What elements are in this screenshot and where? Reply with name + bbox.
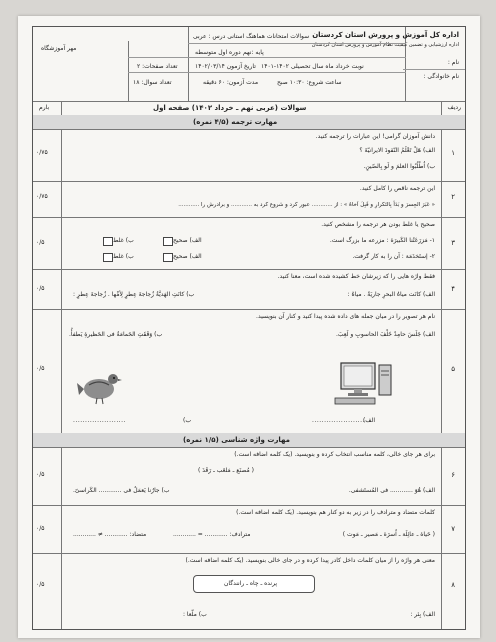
option-wrong-2: ب) غلط [113, 253, 134, 260]
section-vocabulary [33, 433, 465, 448]
question-line-a: ۱- مَزرَعَتُنا الکَبیرَة : مزرعه ما بزرگ است. [329, 237, 435, 244]
question-8 [33, 553, 465, 629]
checkbox-right-2[interactable] [163, 253, 173, 262]
question-line-b: ب) وَقَفَتِ الحَمامَةُ فی الحَظیرةِ یَطفأُ. [69, 331, 163, 338]
question-score: ۰/۵ [36, 581, 45, 588]
question-number: ۸ [451, 581, 455, 589]
question-line-b: ب) اُطْلُبُوا العلمَ و لَو بِالصّینِ. [363, 163, 435, 170]
header [33, 27, 465, 102]
header-questions-count: تعداد سوال: ۱۸ [133, 79, 172, 86]
checkbox-wrong-2[interactable] [103, 253, 113, 262]
header-exam-title: سوالات امتحانات هماهنگ استانی درس : عربی [193, 33, 310, 40]
question-7 [33, 505, 465, 554]
header-school-stamp-label: مهر آموزشگاه [41, 45, 77, 52]
answer-b-label: ب) [183, 417, 191, 424]
question-score: ۰/۵ [36, 239, 45, 246]
question-number: ۶ [451, 471, 455, 479]
section-translation [33, 115, 465, 130]
header-pages: تعداد صفحات: ۲ [137, 63, 178, 70]
option-right-2: الف) صحیح [173, 253, 202, 260]
question-number: ۱ [451, 149, 455, 157]
score-label: بارم [39, 104, 50, 111]
header-exam-type: نوبت خرداد ماه سال تحصیلی ۱۴۰۲-۱۴۰۱ [261, 63, 364, 70]
question-score: ۰/۵ [36, 365, 45, 372]
question-3 [33, 217, 465, 270]
question-text: این ترجمه ناقص را کامل کنید. [359, 185, 435, 192]
question-line-b: متضاد: ............ ≠ ............ [73, 531, 147, 538]
question-score: ۰/۵ [36, 471, 45, 478]
pigeon-image [75, 367, 123, 407]
header-date: تاریخ آزمون ۱۴۰۲/۰۳/۱۴ [195, 63, 256, 70]
question-line-b: ب) ملّعا : [183, 611, 207, 618]
question-number: ۲ [451, 193, 455, 201]
checkbox-right-1[interactable] [163, 237, 173, 246]
option-wrong-1: ب) غلط [113, 237, 134, 244]
question-line-a: الف) هُوَ ............ فی المُستَشفی. [348, 487, 435, 494]
question-options: ( حَیاة ـ عائِلَة ـ اُسرَة ـ مَصیر ـ مَوت ) [342, 531, 435, 538]
row-label: ردیف [447, 104, 461, 111]
question-line-a: « عَبَرَ الجِسرَ و بَدَأ بِالتَکرارِ و قَبِلَ اَخاهُ » : از ............ عبور کرد و شروع کرد به ............ و برادرش را ............ [178, 202, 435, 208]
question-2 [33, 181, 465, 218]
question-score: ۰/۷۵ [36, 193, 48, 200]
question-number: ۳ [451, 239, 455, 247]
question-line-a: مترادف: ............ = ............ [173, 531, 251, 538]
word-box-text: پرنده ـ چاه ـ رانندگان [224, 580, 278, 587]
question-1 [33, 129, 465, 182]
answer-b-blank: ...................... [73, 417, 126, 424]
exam-paper [18, 16, 480, 638]
question-number: ۷ [451, 525, 455, 533]
question-line-a: الف) جَلَسَ حامِدٌ خَلْفَ الحاسوبِ و لَعِبَ. [335, 331, 435, 338]
question-line-a: الف) بِئر : [410, 611, 435, 618]
section-title: مهارت واژه شناسی (۱/۵ نمره) [183, 436, 290, 444]
question-line-a: الف) هَلْ تَعْلَمُ النّقودَ الایرانیّةَ ؟ [359, 147, 435, 154]
header-name-label: نام : [447, 59, 459, 66]
question-text: نام هر تصویر را در میان جمله های داده شده پیدا کنید و کنار آن بنویسید. [256, 313, 435, 320]
header-grade: پایه :نهم [243, 49, 264, 56]
question-score: ۰/۵ [36, 285, 45, 292]
header-duration: مدت آزمون: ۶۰ دقیقه [203, 79, 259, 86]
question-text: کلمات متضاد و مترادف را در زیر به دو کنار هم بنویسید. (یک کلمه اضافه است.) [236, 509, 435, 516]
question-5 [33, 309, 465, 434]
option-right-1: الف) صحیح [173, 237, 202, 244]
question-text: معنی هر واژه را از میان کلمات داخل کادر پیدا کرده و در جای خالی بنویسید. (یک کلمه اضافه است.) [185, 557, 435, 564]
question-line-a: الف) کانَت میاهُ البحرِ جاریَةً . میاهُ : [347, 291, 435, 298]
answer-a-label: الف) [362, 417, 375, 424]
word-box [193, 575, 315, 593]
header-family-label: نام خانوادگی : [423, 73, 459, 80]
exam-sheet [32, 26, 466, 630]
question-line-b: ب) کانَتِ الهَدیَّةُ زُجاجةَ عِطرٍ لِأمِّها . زُجاجةَ عِطرٍ : [73, 291, 195, 298]
question-text: برای هر جای خالی، کلمه مناسب انتخاب کرده و بنویسید. (یک کلمه اضافه است.) [234, 451, 435, 458]
question-4 [33, 269, 465, 310]
question-line-b: ب) جارُنا یَعمَلُ فی ............ الکَراسیّ. [73, 487, 170, 494]
question-6 [33, 447, 465, 506]
checkbox-wrong-1[interactable] [103, 237, 113, 246]
question-number: ۵ [451, 365, 455, 373]
question-options: ( مُصنَع ـ مَلعَب ـ رَقَدَ ) [198, 467, 254, 474]
table-header [33, 101, 465, 116]
header-start-time: ساعت شروع: ۱۰:۳۰ صبح [277, 79, 342, 86]
page-title: سوالات (عربی نهم ـ خرداد ۱۴۰۲) صفحه اول [153, 104, 307, 112]
question-text: دانش آموزان گرامی! این عبارات را ترجمه کنید. [315, 133, 435, 140]
question-text: فقط واژه هایی را که زیرشان خط کشیده شده است، معنا کنید. [277, 273, 435, 280]
header-period: دوره اول متوسطه [195, 49, 241, 56]
header-dept: اداره ارزشیابی و تضمین کیفیت نظام آموزش و پرورش استان کردستان [311, 42, 459, 48]
question-number: ۴ [451, 285, 455, 293]
computer-image [333, 357, 395, 407]
question-score: ۰/۵ [36, 525, 45, 532]
header-org: اداره کل آموزش و پرورش استان کردستان [312, 31, 459, 39]
question-score: ۰/۷۵ [36, 149, 48, 156]
section-title: مهارت ترجمه (۴/۵ نمره) [193, 118, 278, 126]
answer-a-blank: ...................... [312, 417, 365, 424]
question-text: صحیح یا غلط بودن هر ترجمه را مشخص کنید. [321, 221, 435, 228]
question-line-b: ۲- إستَخدَمَة : آن را به کار گرفت. [352, 253, 435, 260]
